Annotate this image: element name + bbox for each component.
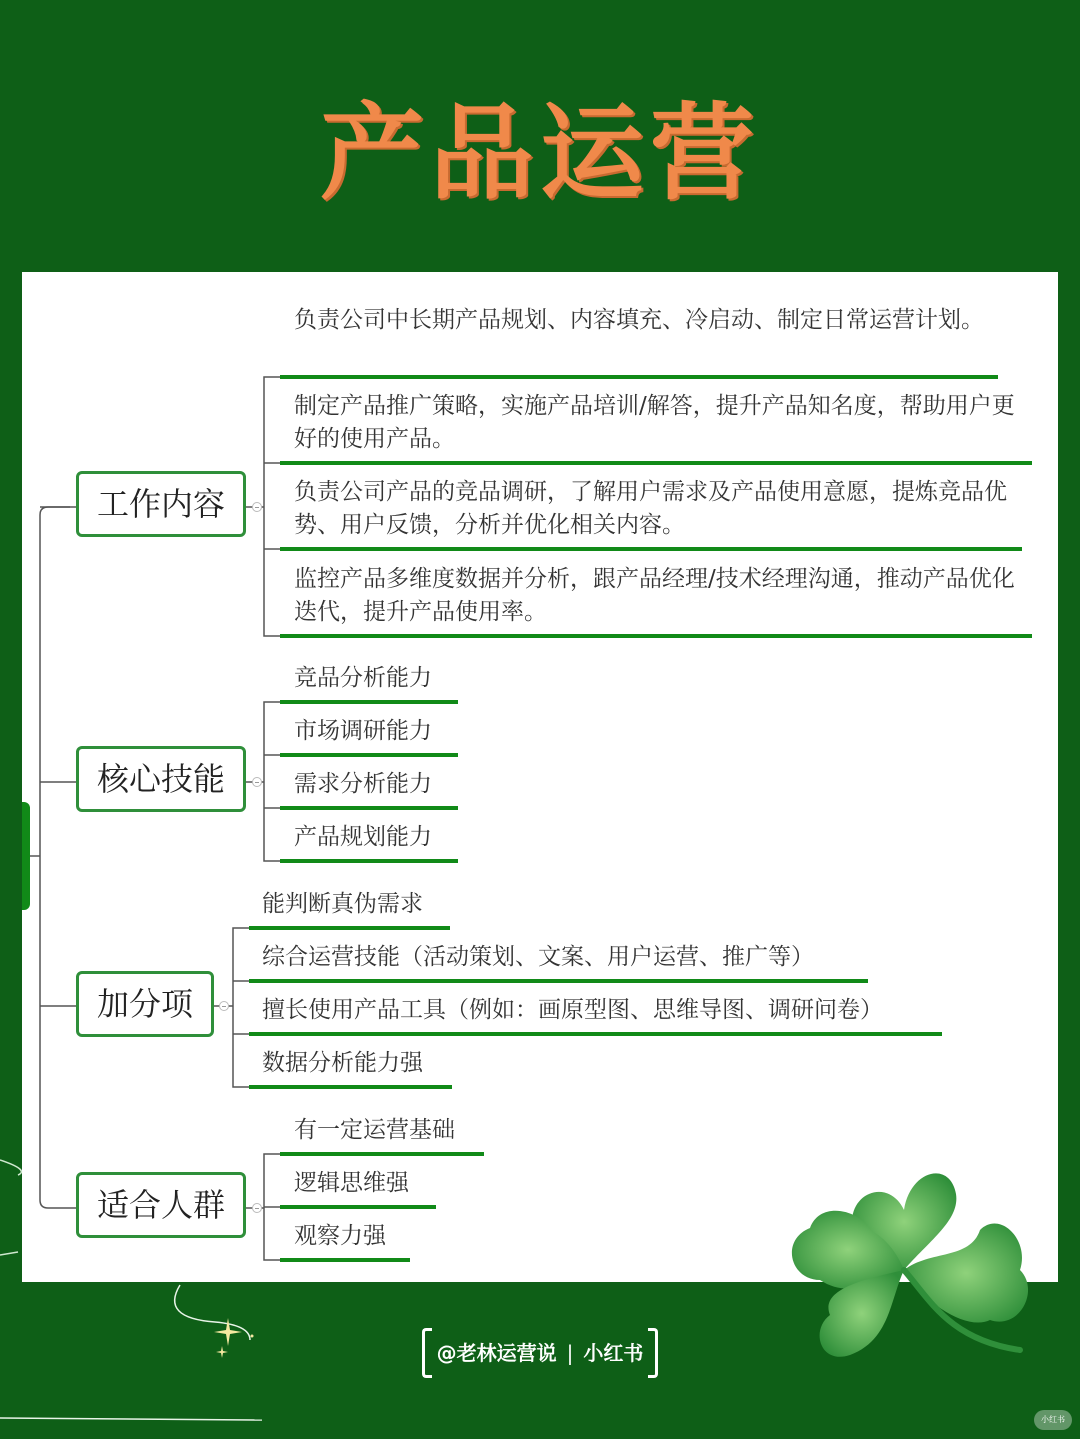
branch-work-content[interactable] (76, 471, 246, 537)
leaf-item: 逻辑思维强 (294, 1170, 409, 1196)
leaf-item: 观察力强 (294, 1223, 386, 1249)
branch-suitable-people[interactable] (76, 1172, 246, 1238)
leaf-item: 有一定运营基础 (294, 1117, 455, 1143)
four-leaf-clover-icon (780, 1150, 1040, 1390)
branch-bonus[interactable] (76, 971, 214, 1037)
leaf-item: 制定产品推广策略，实施产品培训/解答，提升产品知名度，帮助用户更好的使用产品。 (294, 393, 1015, 452)
leaf-item: 需求分析能力 (294, 771, 432, 797)
leaf-item: 市场调研能力 (294, 718, 432, 744)
leaf-item: 擅长使用产品工具（例如：画原型图、思维导图、调研问卷） (262, 997, 883, 1023)
collapse-toggle[interactable] (219, 1001, 229, 1011)
branch-label: 适合人群 (97, 1186, 226, 1224)
leaf-item: 负责公司中长期产品规划、内容填充、冷启动、制定日常运营计划。 (294, 307, 984, 333)
collapse-toggle[interactable] (252, 502, 262, 512)
branch-label: 加分项 (97, 985, 194, 1023)
leaf-item: 监控产品多维度数据并分析，跟产品经理/技术经理沟通，推动产品优化迭代，提升产品使用率。 (294, 566, 1015, 625)
leaf-item: 竞品分析能力 (294, 665, 432, 691)
separator: | (566, 1341, 574, 1365)
branch-label: 工作内容 (97, 485, 226, 523)
page-title: 产品运营 (319, 92, 760, 214)
footer-signature (422, 1328, 658, 1378)
watermark-badge: 小红书 (1034, 1410, 1072, 1430)
sparkle-icon (212, 1318, 256, 1362)
leaf-item: 能判断真伪需求 (262, 891, 423, 917)
collapse-toggle[interactable] (252, 1203, 262, 1213)
collapse-toggle[interactable] (252, 777, 262, 787)
right-bracket (648, 1328, 658, 1378)
author-handle: @老林运营说 (436, 1341, 557, 1365)
leaf-item: 数据分析能力强 (262, 1050, 423, 1076)
leaf-item: 综合运营技能（活动策划、文案、用户运营、推广等） (262, 944, 814, 970)
leaf-item: 负责公司产品的竞品调研，了解用户需求及产品使用意愿，提炼竞品优势、用户反馈，分析并优化相关内容。 (294, 479, 1007, 538)
leaf-item: 产品规划能力 (294, 824, 432, 850)
left-bracket (422, 1328, 432, 1378)
branch-core-skills[interactable] (76, 746, 246, 812)
brand-name: 小红书 (583, 1341, 644, 1365)
branch-label: 核心技能 (97, 760, 226, 798)
